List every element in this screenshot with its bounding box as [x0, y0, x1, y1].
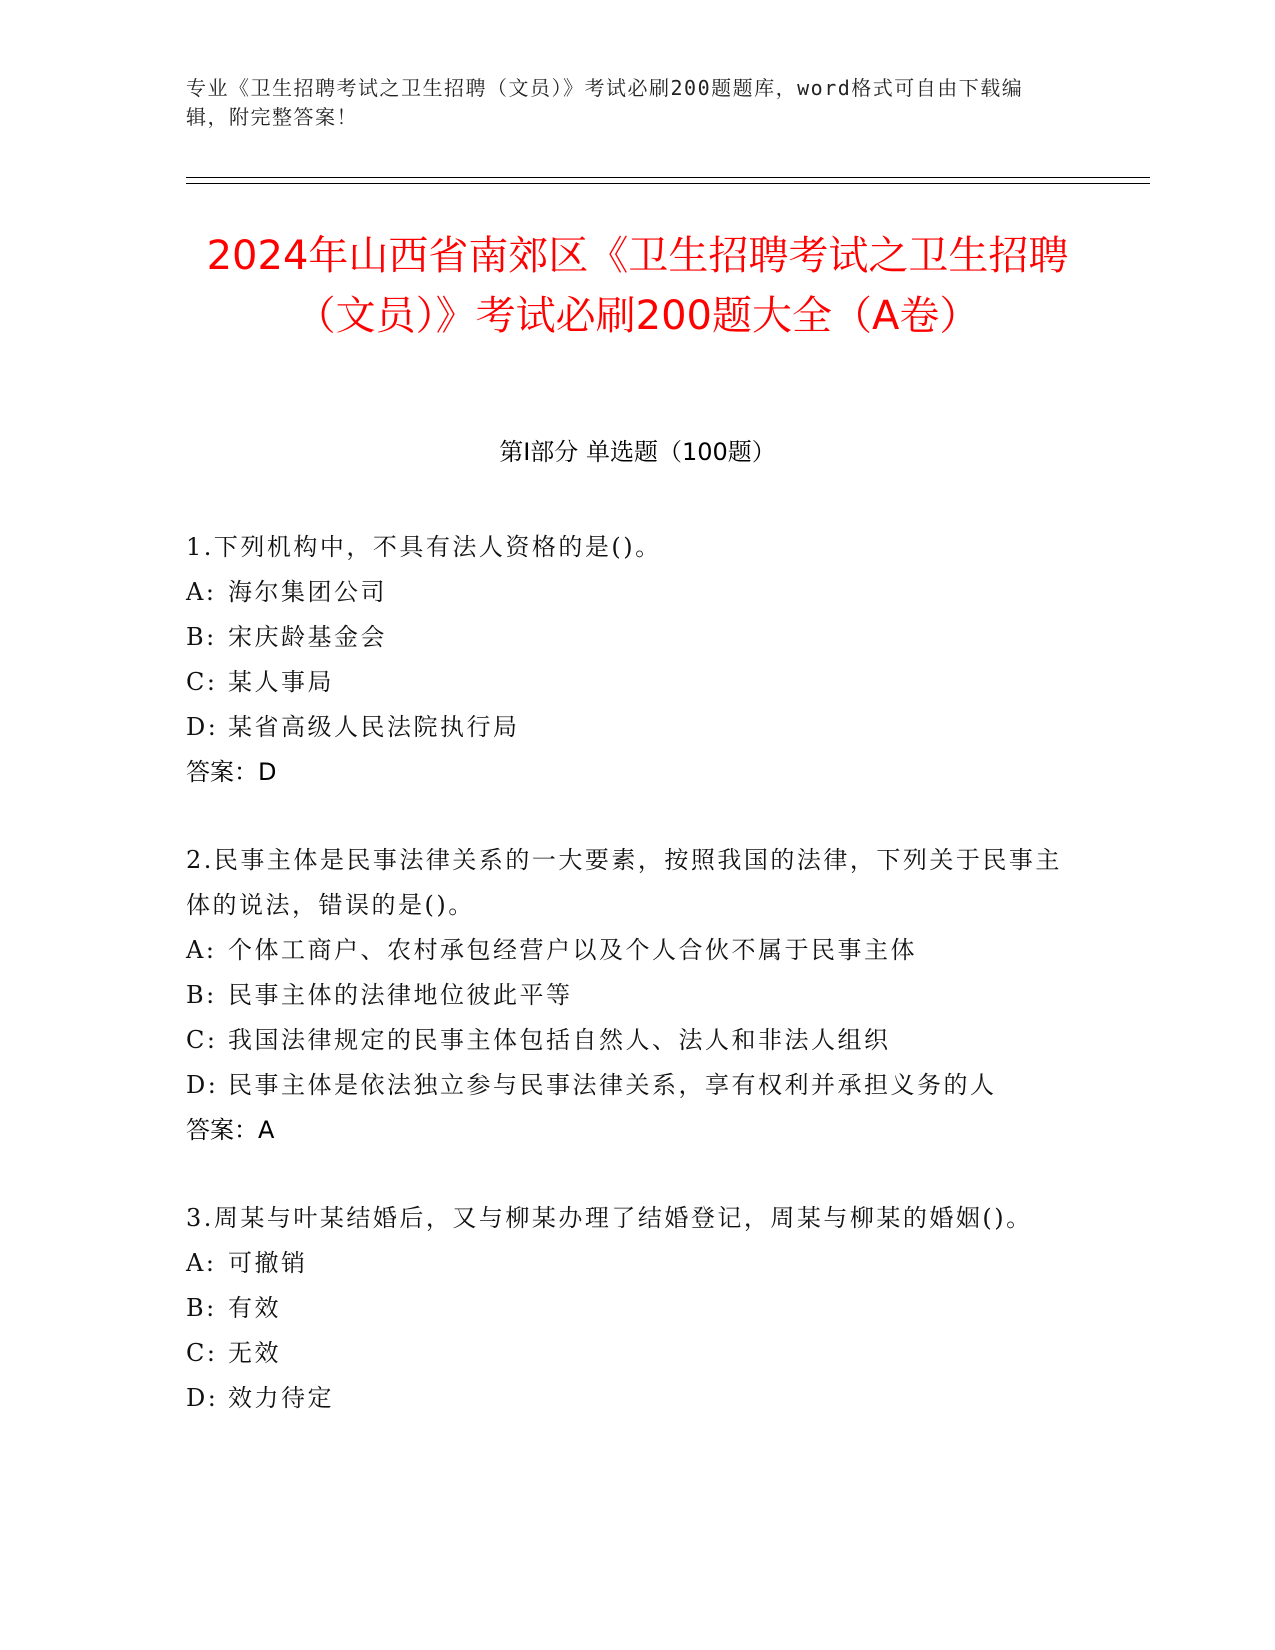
option-letter: D:: [186, 713, 219, 741]
option-text: 效力待定: [228, 1384, 334, 1412]
answer-line: 答案：A: [186, 1116, 275, 1144]
option-d: [186, 1063, 1066, 1108]
option-b: [186, 973, 1066, 1018]
option-text: 宋庆龄基金会: [228, 623, 387, 651]
question-2: [186, 838, 1066, 1153]
option-text: 我国法律规定的民事主体包括自然人、法人和非法人组织: [228, 1026, 891, 1054]
question-1: [186, 525, 1066, 795]
option-b: [186, 1286, 1066, 1331]
question-text: 3.周某与叶某结婚后，又与柳某办理了结婚登记，周某与柳某的婚姻()。: [186, 1204, 1033, 1232]
option-d: [186, 1376, 1066, 1421]
option-text: 海尔集团公司: [228, 578, 387, 606]
option-a: [186, 1241, 1066, 1286]
option-text: 可撤销: [228, 1249, 308, 1277]
option-letter: D:: [186, 1384, 219, 1412]
option-letter: C:: [186, 668, 218, 696]
option-b: [186, 615, 1066, 660]
option-letter: A:: [186, 1249, 217, 1277]
option-a: [186, 928, 1066, 973]
header-divider: [186, 177, 1150, 178]
document-title: 2024年山西省南郊区《卫生招聘考试之卫生招聘（文员）》考试必刷200题大全（A卷）: [206, 233, 1069, 339]
option-letter: C:: [186, 1026, 218, 1054]
header-note: 专业《卫生招聘考试之卫生招聘（文员）》考试必刷200题题库，word格式可自由下载编辑，附完整答案！: [186, 76, 1024, 129]
option-c: [186, 1018, 1066, 1063]
option-letter: C:: [186, 1339, 218, 1367]
option-text: 民事主体的法律地位彼此平等: [228, 981, 573, 1009]
option-letter: D:: [186, 1071, 219, 1099]
question-text: 1.下列机构中，不具有法人资格的是()。: [186, 533, 662, 561]
option-text: 民事主体是依法独立参与民事法律关系，享有权利并承担义务的人: [228, 1071, 997, 1099]
option-d: [186, 705, 1066, 750]
option-c: [186, 660, 1066, 705]
option-letter: A:: [186, 936, 217, 964]
option-text: 个体工商户、农村承包经营户以及个人合伙不属于民事主体: [228, 936, 917, 964]
option-text: 某省高级人民法院执行局: [228, 713, 520, 741]
question-3: [186, 1196, 1066, 1421]
option-c: [186, 1331, 1066, 1376]
option-letter: B:: [186, 981, 217, 1009]
option-text: 有效: [228, 1294, 281, 1322]
header-divider-thin: [186, 183, 1150, 184]
option-text: 某人事局: [228, 668, 334, 696]
option-letter: B:: [186, 623, 217, 651]
option-letter: A:: [186, 578, 217, 606]
option-letter: B:: [186, 1294, 217, 1322]
option-text: 无效: [228, 1339, 281, 1367]
option-a: [186, 570, 1066, 615]
question-text: 2.民事主体是民事法律关系的一大要素，按照我国的法律，下列关于民事主体的说法，错误的是()。: [186, 846, 1062, 919]
answer-line: 答案：D: [186, 758, 277, 786]
section-heading: 第I部分 单选题（100题）: [499, 438, 776, 466]
question-list: [186, 525, 1066, 1464]
